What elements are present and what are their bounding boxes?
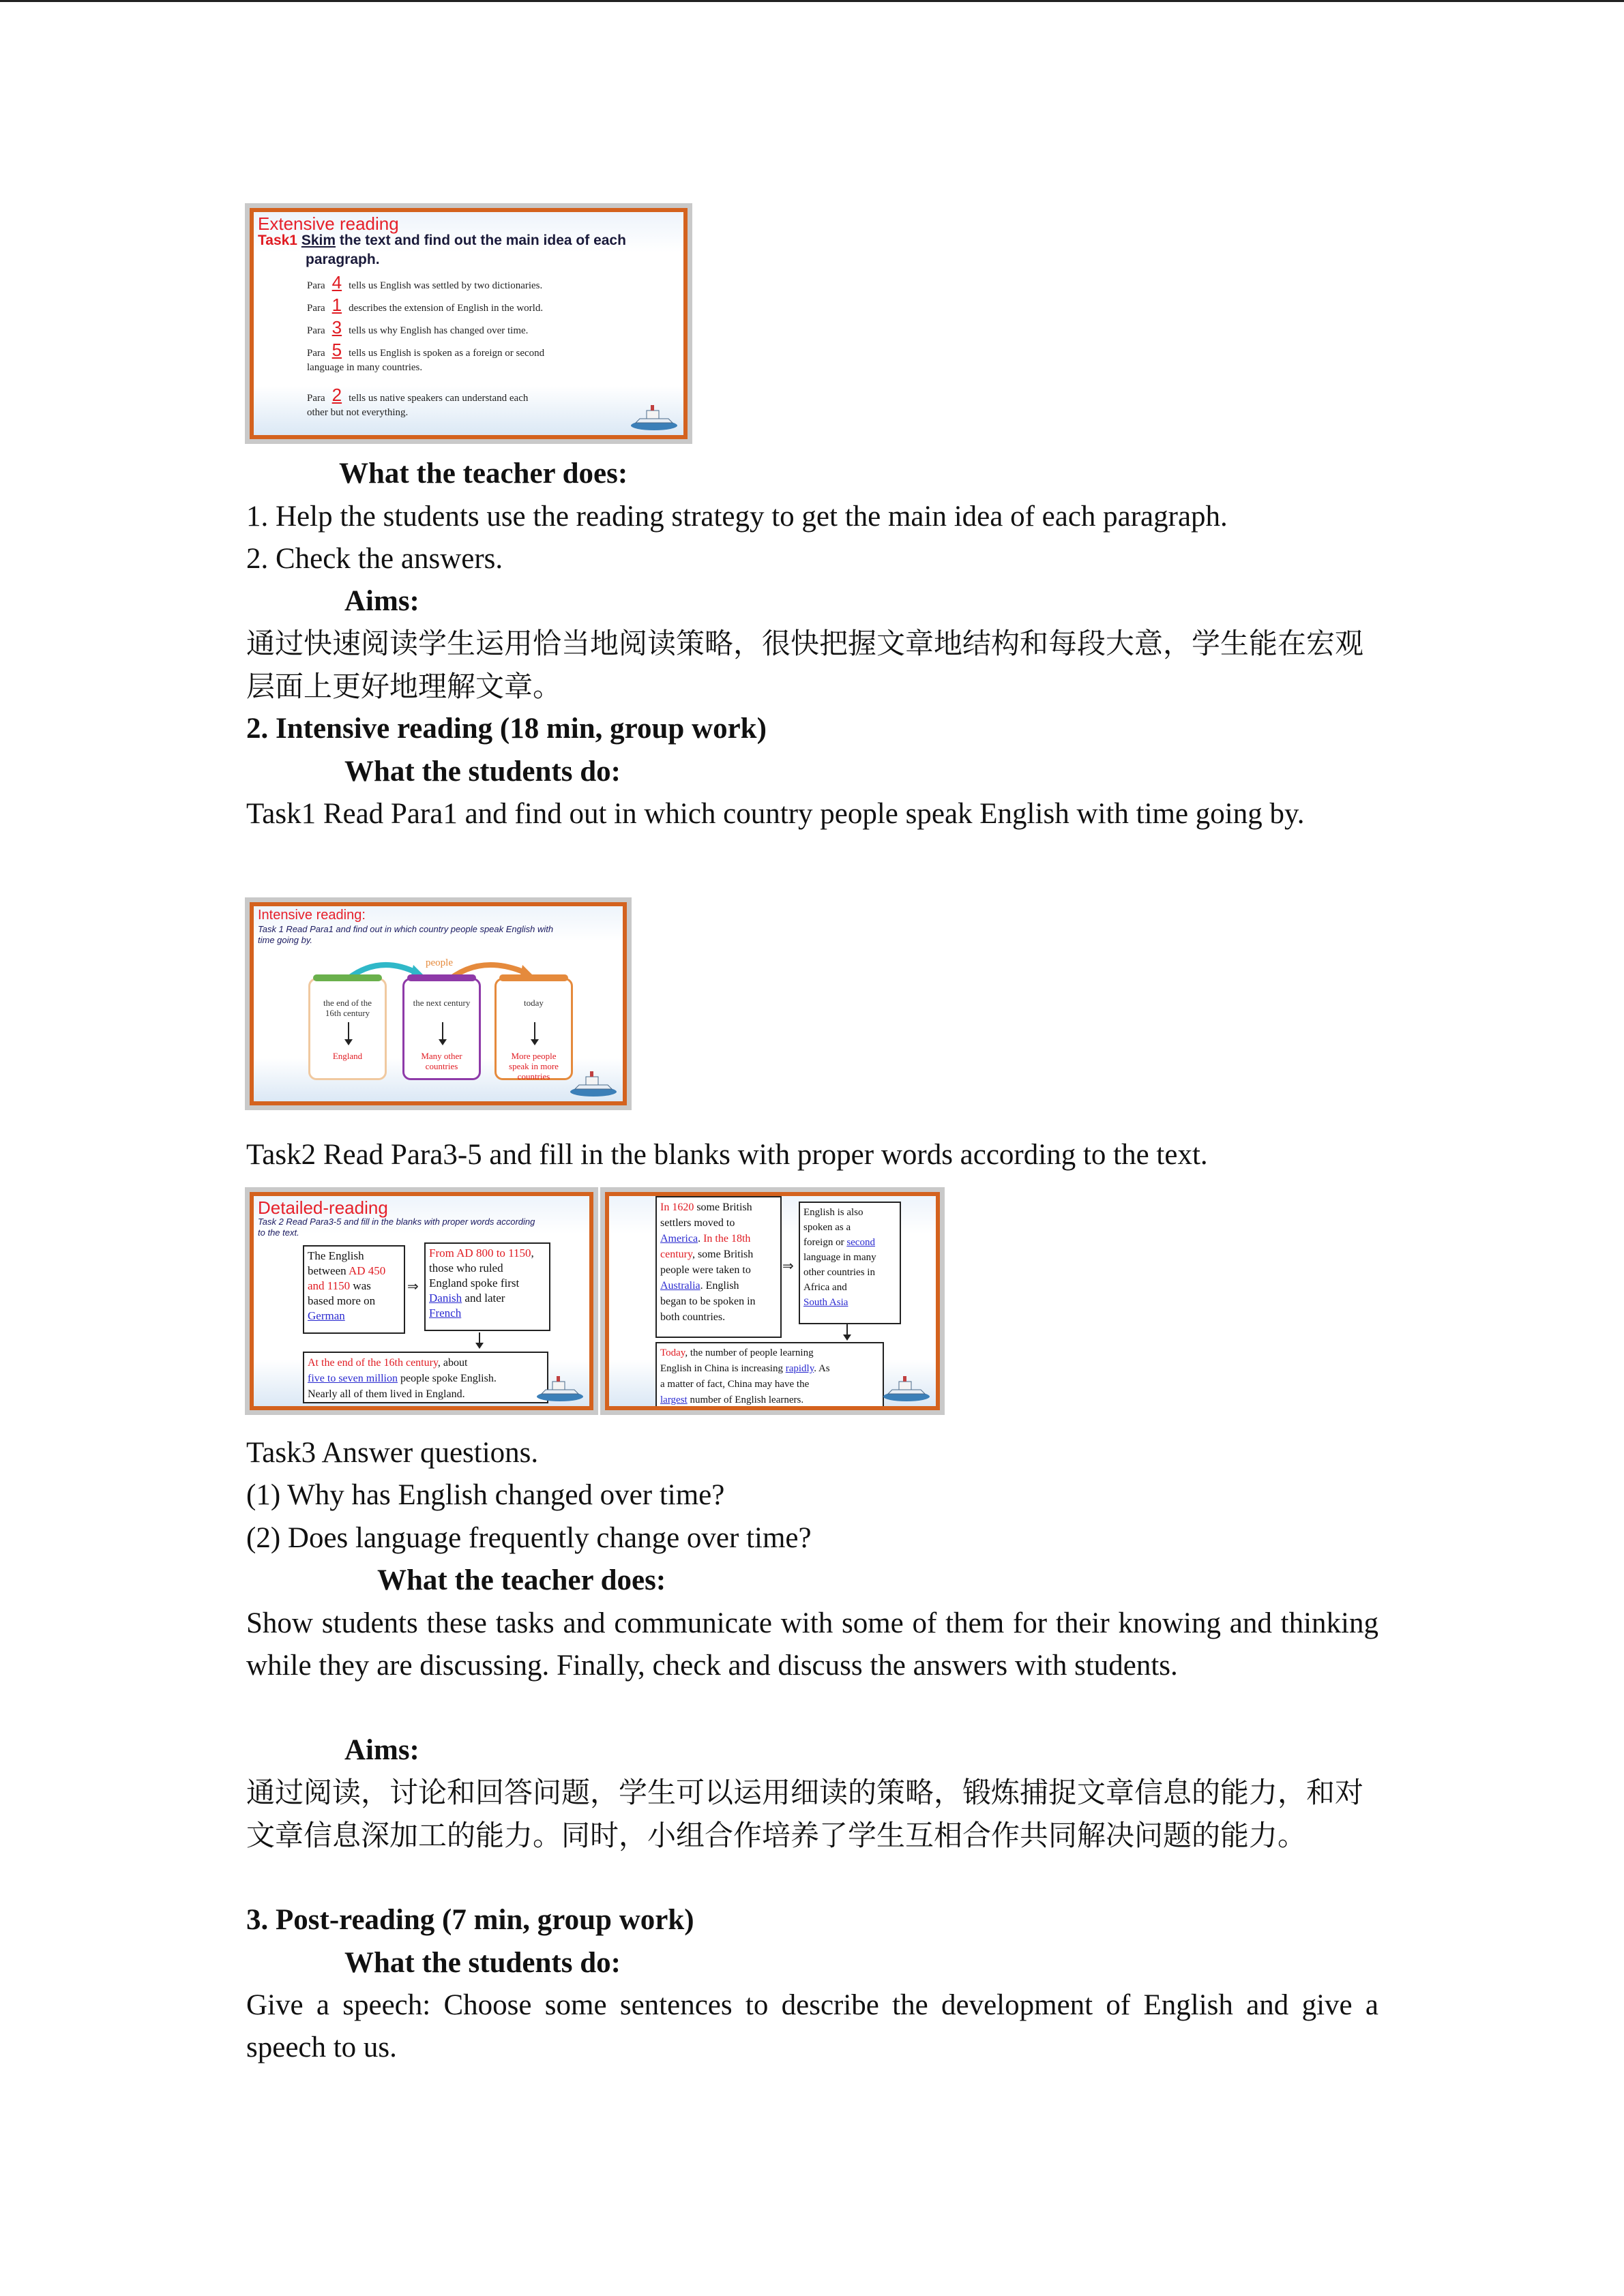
box-text: a matter of fact, China may have the (660, 1379, 810, 1390)
slide-frame (250, 208, 688, 439)
slide-answer-line (307, 362, 422, 374)
box-text: some British (697, 1249, 754, 1260)
para-number-answer: 5 (331, 340, 342, 360)
slide-answer-line (307, 317, 528, 338)
box-text: Africa and (803, 1282, 847, 1293)
ship-icon (570, 1069, 617, 1097)
card-scroll-bar (499, 974, 568, 981)
aims-text-2: 通过阅读，讨论和回答问题，学生可以运用细读的策略，锻炼捕捉文章信息的能力，和对文章信息深加工的能力。同时，小组合作培养了学生互相合作共同解决问题的能力。 (246, 1776, 1364, 1852)
box-text: and later (464, 1292, 505, 1304)
slide-extensive-reading (245, 203, 692, 444)
box-blank-answer: Danish (429, 1292, 462, 1304)
blank-box-german (303, 1245, 405, 1334)
teacher-item-1: 1. Help the students use the reading strategy to get the main idea of each paragraph. (246, 501, 1228, 533)
blank-box-second (799, 1202, 901, 1324)
box-text: and 1150 (308, 1279, 351, 1292)
box-text: based more on (308, 1294, 376, 1307)
box-text: As (818, 1363, 830, 1374)
para-description: tells us native speakers can understand each (349, 393, 529, 404)
box-blank-answer: America (660, 1233, 698, 1244)
slide-frame (605, 1192, 940, 1410)
arrow-right: ⇒ (407, 1279, 419, 1294)
aims-heading-2: Aims: (344, 1734, 419, 1766)
para-description: tells us why English has changed over time. (349, 325, 529, 336)
card-place: More people speak in more countries (509, 1051, 559, 1082)
box-text: Nearly all of them lived in England. (308, 1388, 465, 1400)
para-description: other but not everything. (307, 407, 409, 418)
slide-task: Task 1 Read Para1 and find out in which country people speak English with (258, 924, 554, 934)
para-description: language in many countries. (307, 362, 423, 373)
box-text: those who ruled (429, 1262, 503, 1274)
task-text: the text and find out the main idea of each (339, 233, 626, 248)
students-heading-3: What the students do: (344, 1947, 621, 1979)
teacher-item-2: 2. Check the answers. (246, 543, 503, 575)
task3-text: Task3 Answer questions. (246, 1437, 539, 1469)
slide-task (258, 233, 626, 249)
slide-frame (250, 902, 627, 1105)
slide-title: Detailed-reading (258, 1197, 388, 1218)
question-1: (1) Why has English changed over time? (246, 1479, 725, 1511)
task-skim: Skim (301, 233, 336, 248)
para-label: Para (307, 348, 325, 359)
teacher-heading-1: What the teacher does: (339, 458, 628, 490)
box-text: people were taken to (660, 1264, 751, 1276)
para-number-answer: 4 (331, 272, 342, 293)
slide-task-line2: paragraph. (306, 252, 380, 267)
para-number-answer: 2 (331, 385, 342, 405)
slide-task-line2: to the text. (258, 1227, 299, 1238)
para-label: Para (307, 303, 325, 314)
post-reading-text: Give a speech: Choose some sentences to describe the development of English and give a speech to us. (246, 1989, 1378, 2063)
box-text: century (660, 1249, 692, 1260)
intensive-reading-heading: 2. Intensive reading (18 min, group work) (246, 713, 767, 745)
box-blank-answer: second (846, 1237, 875, 1248)
slide-answer-line (307, 295, 543, 316)
box-blank-answer: South Asia (803, 1297, 848, 1308)
para-description: tells us English is spoken as a foreign or second (349, 348, 545, 359)
post-reading-heading: 3. Post-reading (7 min, group work) (246, 1904, 694, 1936)
timeline-card (494, 978, 573, 1080)
slide-intensive-reading (245, 897, 632, 1110)
box-text: England spoke first (429, 1277, 520, 1289)
card-scroll-bar (407, 974, 476, 981)
aims-text-1: 通过快速阅读学生运用恰当地阅读策略，很快把握文章地结构和每段大意，学生能在宏观层面上更好地理解文章。 (246, 627, 1364, 703)
para-description: tells us English was settled by two dictionaries. (349, 280, 543, 291)
card-scroll-bar (313, 974, 382, 981)
box-text: In the 18th (703, 1233, 751, 1244)
box-text: AD 450 (348, 1264, 386, 1277)
box-text: Today (660, 1347, 685, 1358)
box-text: people spoke English. (400, 1373, 497, 1384)
page-top-border (0, 0, 1624, 2)
box-text: some British (696, 1202, 752, 1213)
students-heading-2: What the students do: (344, 756, 621, 788)
teacher-heading-2: What the teacher does: (377, 1564, 666, 1596)
slide-detailed-reading (245, 1187, 598, 1415)
para-label: Para (307, 393, 325, 404)
slide-answer-line (307, 272, 542, 293)
timeline-card (402, 978, 481, 1080)
people-label: people (426, 957, 453, 968)
box-blank-answer: French (429, 1307, 462, 1320)
blank-box-danish-french: From AD 800 to 1150, those who ruled England spoke first Danish and later French (424, 1242, 550, 1331)
box-text: was (353, 1279, 371, 1292)
arrow-down (442, 1022, 443, 1044)
para-label: Para (307, 280, 325, 291)
slide-answer-line (307, 385, 528, 406)
box-text: language in many (803, 1252, 876, 1263)
timeline-card (308, 978, 387, 1080)
teacher-text-2: Show students these tasks and communicate with some of them for their knowing and thinking while they are discussing. Finally, check and discuss the answers with students. (246, 1607, 1378, 1682)
box-text: spoken as a (803, 1222, 851, 1233)
box-blank-answer: German (308, 1309, 345, 1322)
box-blank-answer: rapidly (785, 1363, 814, 1374)
box-text: the number of people learning (690, 1347, 814, 1358)
blank-box-rapidly-largest: Today, the number of people learning English in China is increasing rapidly. As a matter of fact, China may have the largest number of English learners. (655, 1342, 884, 1410)
box-blank-answer: Australia (660, 1280, 700, 1292)
box-text: about (443, 1357, 468, 1369)
arrow-down (348, 1022, 349, 1044)
card-place: England (332, 1051, 363, 1061)
box-text: In 1620 (660, 1202, 694, 1213)
box-text: settlers moved to (660, 1217, 735, 1229)
box-text: began to be spoken in (660, 1296, 756, 1307)
box-text: English is also (803, 1207, 863, 1218)
slide-task-line2: time going by. (258, 935, 312, 945)
para-description: describes the extension of English in the world. (349, 303, 544, 314)
arrow-right: ⇒ (782, 1259, 794, 1274)
slide-answer-line (307, 407, 408, 419)
slide-detailed-reading-2 (600, 1187, 945, 1415)
card-place: Many other countries (421, 1051, 462, 1071)
slide-title: Extensive reading (258, 213, 399, 234)
slide-answer-line (307, 340, 544, 361)
para-number-answer: 3 (331, 317, 342, 338)
box-text: between (308, 1264, 346, 1277)
box-text: English (705, 1280, 739, 1292)
arrow-down (534, 1022, 535, 1044)
box-blank-answer: largest (660, 1395, 688, 1405)
box-text: both countries. (660, 1311, 726, 1323)
box-text: The English (308, 1249, 364, 1262)
arrow-down (479, 1332, 480, 1347)
box-text: From AD 800 to 1150 (429, 1247, 531, 1259)
card-period: the next century (413, 998, 471, 1008)
slide-frame (250, 1192, 593, 1410)
card-period: the end of the 16th century (323, 998, 372, 1018)
para-number-answer: 1 (331, 295, 342, 315)
box-text: At the end of the 16th century (308, 1357, 438, 1369)
ship-icon (630, 402, 678, 431)
blank-box-america-australia: In 1620 some British settlers moved to America. In the 18th century, some British people were taken to Australia. English began to be spoken in both countries. (655, 1196, 782, 1338)
box-text: other countries in (803, 1267, 875, 1278)
ship-icon (536, 1373, 584, 1402)
aims-heading-1: Aims: (344, 585, 419, 617)
ship-icon (883, 1373, 930, 1402)
slide-task: Task 2 Read Para3-5 and fill in the blanks with proper words according (258, 1217, 535, 1227)
blank-box-million: At the end of the 16th century, about five to seven million people spoke English. Nearly all of them lived in England. (303, 1352, 548, 1403)
box-text: English in China is increasing (660, 1363, 783, 1374)
arrow-down (846, 1324, 848, 1339)
task2-text: Task2 Read Para3-5 and fill in the blanks with proper words according to the text. (246, 1139, 1208, 1171)
box-text: number of English learners. (690, 1395, 804, 1405)
para-label: Para (307, 325, 325, 336)
box-text: foreign or (803, 1237, 844, 1248)
card-period: today (524, 998, 544, 1008)
box-blank-answer: five to seven million (308, 1373, 398, 1384)
slide-title: Intensive reading: (258, 908, 366, 923)
task-label: Task1 (258, 233, 297, 248)
task1-text: Task1 Read Para1 and find out in which country people speak English with time going by. (246, 798, 1305, 830)
question-2: (2) Does language frequently change over time? (246, 1522, 812, 1554)
